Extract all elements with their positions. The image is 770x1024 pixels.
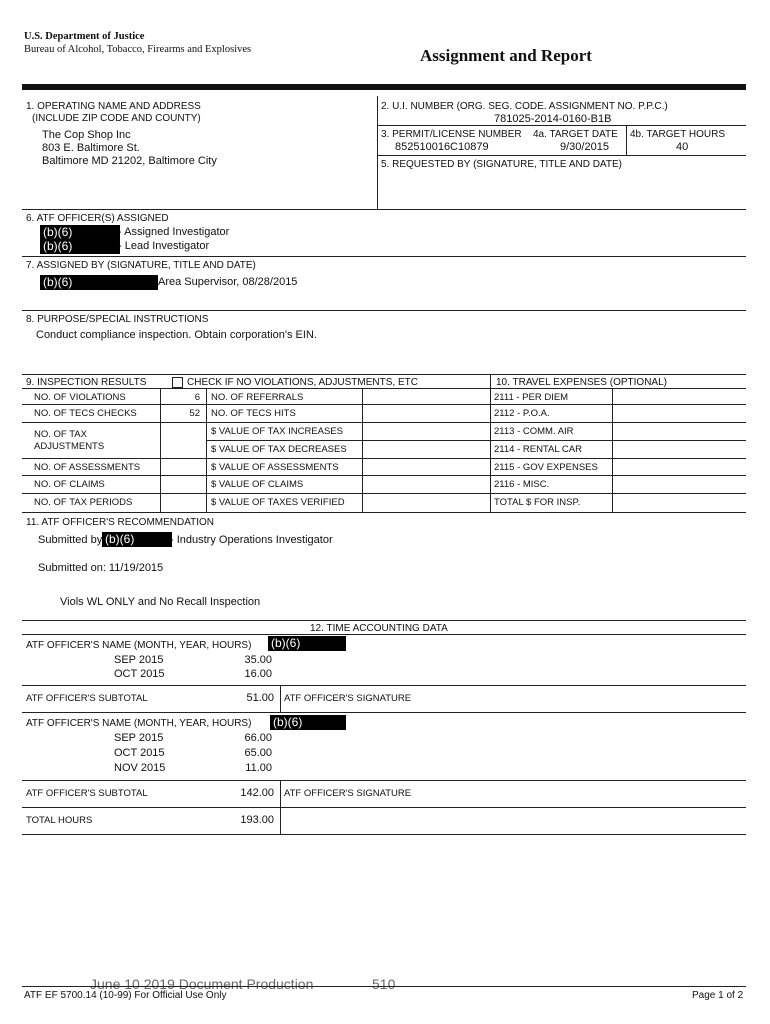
tecs-checks-label: NO. OF TECS CHECKS: [34, 408, 137, 419]
department-name: U.S. Department of Justice: [24, 31, 145, 42]
divider: [22, 209, 746, 210]
form-title: Assignment and Report: [420, 46, 592, 65]
divider: [22, 256, 746, 257]
divider: [22, 620, 746, 621]
operating-city: Baltimore MD 21202, Baltimore City: [42, 155, 217, 167]
assigned-by-label: 7. ASSIGNED BY (SIGNATURE, TITLE AND DATE): [26, 260, 256, 271]
assigned-by-value: Area Supervisor, 08/28/2015: [158, 276, 298, 288]
violations-label: NO. OF VIOLATIONS: [34, 392, 126, 403]
target-date-label: 4a. TARGET DATE: [533, 129, 618, 140]
recommendation-label: 11. ATF OFFICER'S RECOMMENDATION: [26, 517, 215, 528]
submitted-by-prefix: Submitted by: [38, 534, 103, 546]
time-hours: 35.00: [244, 654, 272, 666]
officer-signature-label: ATF OFFICER'S SIGNATURE: [284, 788, 412, 799]
travel-row: 2115 - GOV EXPENSES: [494, 462, 598, 473]
redaction-box: (b)(6): [40, 239, 120, 254]
assessments-label: NO. OF ASSESSMENTS: [34, 462, 141, 473]
tecs-hits-label: NO. OF TECS HITS: [211, 408, 296, 419]
divider: [377, 96, 378, 209]
operating-name-label: 1. OPERATING NAME AND ADDRESS: [26, 101, 201, 112]
redaction-box: (b)(6): [270, 715, 346, 730]
travel-row: 2112 - P.O.A.: [494, 408, 550, 419]
lead-investigator-role: - Lead Investigator: [118, 240, 210, 252]
time-month: SEP 2015: [114, 732, 164, 744]
permit-number-value: 852510016C10879: [395, 141, 489, 153]
divider: [22, 712, 746, 713]
time-month: OCT 2015: [114, 668, 165, 680]
tax-periods-label: NO. OF TAX PERIODS: [34, 497, 133, 508]
purpose-label: 8. PURPOSE/SPECIAL INSTRUCTIONS: [26, 314, 209, 325]
divider: [22, 422, 746, 423]
claims-value-label: $ VALUE OF CLAIMS: [211, 479, 304, 490]
form-number: ATF EF 5700.14 (10-99) For Official Use Only: [24, 990, 227, 1001]
tax-adjustments-label: NO. OF TAX ADJUSTMENTS: [34, 429, 105, 452]
time-hours: 65.00: [244, 747, 272, 759]
divider: [280, 780, 281, 807]
purpose-value: Conduct compliance inspection. Obtain corporation's EIN.: [36, 329, 317, 341]
bureau-name: Bureau of Alcohol, Tobacco, Firearms and Explosives: [24, 44, 252, 55]
operating-street: 803 E. Baltimore St.: [42, 142, 140, 154]
divider: [22, 374, 746, 375]
divider: [377, 125, 746, 126]
time-month: NOV 2015: [114, 762, 166, 774]
officer-subtotal-label: ATF OFFICER'S SUBTOTAL: [26, 788, 148, 799]
divider: [22, 512, 746, 513]
taxes-verified-label: $ VALUE OF TAXES VERIFIED: [211, 497, 345, 508]
target-date-value: 9/30/2015: [560, 141, 609, 153]
time-hours: 16.00: [244, 668, 272, 680]
violations-value: 6: [194, 392, 200, 403]
officer-subtotal-label: ATF OFFICER'S SUBTOTAL: [26, 693, 148, 704]
recommendation-note: Viols WL ONLY and No Recall Inspection: [60, 596, 261, 608]
divider: [22, 685, 746, 686]
divider: [22, 834, 746, 835]
referrals-label: NO. OF REFERRALS: [211, 392, 304, 403]
time-hours: 66.00: [244, 732, 272, 744]
officer-subtotal-value: 142.00: [240, 787, 274, 799]
time-hours: 11.00: [245, 762, 272, 774]
ui-number-label: 2. U.I. NUMBER (ORG. SEG. CODE. ASSIGNMENT NO. P.P.C.): [381, 101, 668, 112]
officer-subtotal-value: 51.00: [246, 692, 274, 704]
redaction-box: (b)(6): [40, 225, 120, 240]
assessments-value-label: $ VALUE OF ASSESSMENTS: [211, 462, 339, 473]
no-violations-checkbox[interactable]: [172, 377, 183, 388]
header-rule: [22, 84, 746, 90]
divider: [22, 388, 746, 389]
divider: [22, 780, 746, 781]
submitted-on: Submitted on: 11/19/2015: [38, 562, 164, 574]
redaction-box: (b)(6): [102, 532, 172, 547]
travel-expenses-label: 10. TRAVEL EXPENSES (OPTIONAL): [496, 377, 667, 388]
claims-label: NO. OF CLAIMS: [34, 479, 105, 490]
travel-row: 2116 - MISC.: [494, 479, 550, 490]
travel-row: 2113 - COMM. AIR: [494, 426, 574, 437]
page-number: Page 1 of 2: [692, 990, 744, 1001]
redaction-box: (b)(6): [268, 636, 346, 651]
divider: [22, 475, 746, 476]
officers-assigned-label: 6. ATF OFFICER(S) ASSIGNED: [26, 213, 169, 224]
operating-name: The Cop Shop Inc: [42, 129, 131, 141]
time-month: SEP 2015: [114, 654, 164, 666]
divider: [22, 493, 746, 494]
travel-row: 2111 - PER DIEM: [494, 392, 569, 403]
travel-row: TOTAL $ FOR INSP.: [494, 497, 581, 508]
tax-decreases-label: $ VALUE OF TAX DECREASES: [211, 444, 347, 455]
tecs-checks-value: 52: [189, 408, 200, 419]
divider: [22, 634, 746, 635]
total-hours-label: TOTAL HOURS: [26, 815, 93, 826]
requested-by-label: 5. REQUESTED BY (SIGNATURE, TITLE AND DATE): [381, 159, 622, 170]
time-month: OCT 2015: [114, 747, 165, 759]
footer-rule: [22, 986, 746, 987]
permit-number-label: 3. PERMIT/LICENSE NUMBER: [381, 129, 522, 140]
officer-signature-label: ATF OFFICER'S SIGNATURE: [284, 693, 412, 704]
divider: [22, 807, 746, 808]
assigned-investigator-role: - Assigned Investigator: [118, 226, 230, 238]
divider: [280, 807, 281, 834]
divider: [22, 310, 746, 311]
production-stamp: June 10 2019 Document Production: [90, 976, 314, 992]
target-hours-value: 40: [676, 141, 689, 153]
time-accounting-label: 12. TIME ACCOUNTING DATA: [310, 623, 448, 634]
target-hours-label: 4b. TARGET HOURS: [630, 129, 726, 140]
divider: [626, 125, 627, 155]
divider: [206, 440, 746, 441]
travel-row: 2114 - RENTAL CAR: [494, 444, 582, 455]
inspection-results-label: 9. INSPECTION RESULTS: [26, 377, 147, 388]
ui-number-value: 781025-2014-0160-B1B: [494, 113, 612, 125]
officer-name-label: ATF OFFICER'S NAME (MONTH, YEAR, HOURS): [26, 718, 252, 729]
divider: [377, 155, 746, 156]
divider: [490, 374, 491, 512]
divider: [280, 685, 281, 712]
officer-name-label: ATF OFFICER'S NAME (MONTH, YEAR, HOURS): [26, 640, 252, 651]
divider: [22, 458, 746, 459]
page-stamp: 510: [372, 976, 396, 992]
divider: [22, 404, 746, 405]
no-violations-checkbox-label: CHECK IF NO VIOLATIONS, ADJUSTMENTS, ETC: [187, 377, 418, 388]
tax-increases-label: $ VALUE OF TAX INCREASES: [211, 426, 343, 437]
redaction-box: (b)(6): [40, 275, 158, 290]
total-hours-value: 193.00: [240, 814, 274, 826]
operating-name-sublabel: (INCLUDE ZIP CODE AND COUNTY): [32, 113, 201, 124]
submitted-by-role: - Industry Operations Investigator: [170, 534, 333, 546]
